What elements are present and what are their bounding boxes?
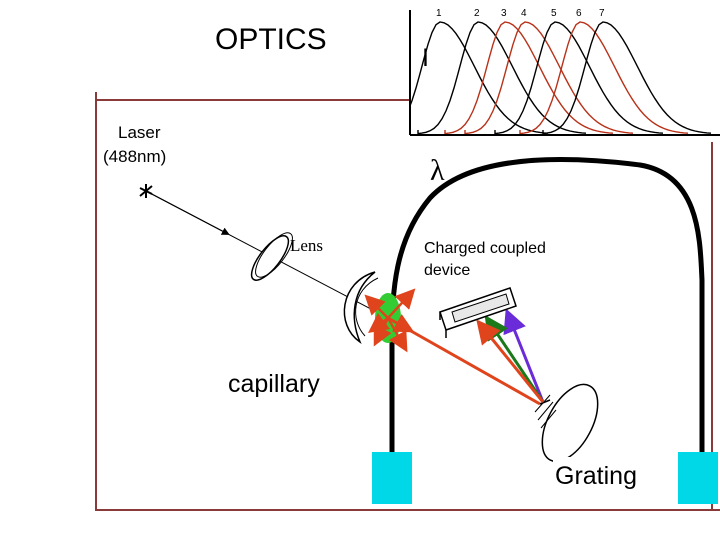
peak-curve (465, 22, 633, 134)
spectrum-inset (380, 8, 720, 135)
ccd-label-line2: device (424, 262, 471, 279)
peak-curve (418, 22, 586, 134)
left-buffer-reservoir (372, 452, 412, 504)
frame-left-bottom (96, 92, 720, 510)
diffracted-ray-red (480, 324, 543, 402)
peak-curve (380, 22, 548, 134)
grating-icon (531, 376, 609, 471)
grating-label: Grating (555, 462, 637, 490)
peak-numbers (436, 8, 605, 19)
laser-beam-arrow (146, 191, 228, 234)
right-buffer-reservoir (678, 452, 718, 504)
peak-curves (380, 22, 711, 134)
capillary-label: capillary (228, 370, 320, 398)
peak-curve (543, 22, 711, 134)
peak-curve (445, 22, 613, 134)
page-title: OPTICS (215, 23, 327, 56)
wavelength-symbol: λ (430, 154, 445, 187)
peak-number-label: 5 (551, 8, 557, 19)
peak-number-label: 2 (474, 8, 480, 19)
ccd-label-line1: Charged coupled (424, 240, 546, 257)
laser-label-line2: (488nm) (103, 147, 167, 166)
peak-number-label: 7 (599, 8, 605, 19)
intensity-label: I (422, 44, 429, 72)
peak-number-label: 1 (436, 8, 442, 19)
laser-label-line1: Laser (118, 123, 161, 142)
peak-number-label: 4 (521, 8, 527, 19)
lens-label: Lens (290, 236, 324, 255)
peak-curve (495, 22, 663, 134)
peak-number-label: 6 (576, 8, 582, 19)
ccd-icon (440, 288, 516, 338)
capillary-tube (392, 160, 702, 455)
peak-number-label: 3 (501, 8, 507, 19)
